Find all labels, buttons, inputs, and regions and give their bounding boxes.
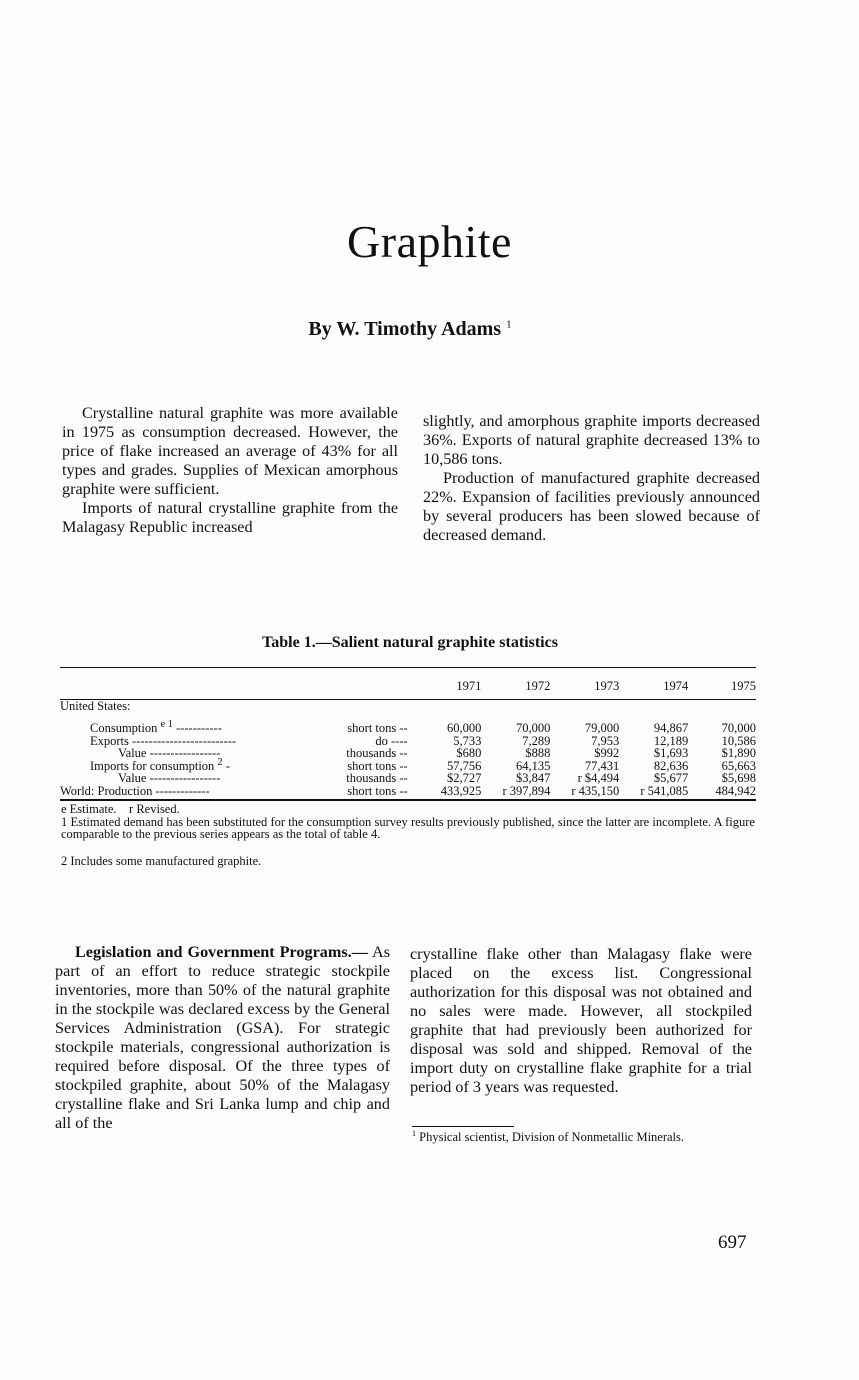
table-cell: r $4,494: [577, 771, 620, 785]
row-unit: short tons --: [347, 758, 408, 773]
section-label-us: United States:: [60, 698, 131, 713]
row-label: Value ----------------- thousands --: [60, 747, 414, 760]
table-cell: 7,953: [591, 733, 620, 748]
row-label-text: Value: [118, 771, 147, 785]
author-footnote-text: Physical scientist, Division of Nonmetallic Minerals.: [419, 1130, 685, 1144]
table-footnote-legend: [61, 803, 180, 815]
intro-paragraph-2-cont: slightly, and amorphous graphite imports decreased 36%. Exports of natural graphite decreased 13% to 10,586 tons.: [423, 412, 760, 468]
row-unit: thousands --: [346, 746, 408, 760]
table-cell: 484,942: [688, 785, 756, 801]
author-name: By W. Timothy Adams: [308, 318, 502, 340]
table-cell: 10,586: [721, 733, 756, 748]
table-cell: $5,698: [721, 771, 756, 785]
author-footnote-number: 1: [412, 1128, 416, 1138]
intro-paragraph-1: Crystalline natural graphite was more available in 1975 as consumption decreased. However, the price of flake increased an average of 43% for all types and grades. Supplies of Mexican amorphous graphite were sufficient.: [62, 404, 398, 498]
row-unit-text: short tons: [347, 721, 397, 735]
year-header: 1972: [481, 668, 550, 700]
table-caption: Table 1.—Salient natural graphite statistics: [262, 634, 558, 651]
table-cell: 65,663: [721, 758, 756, 773]
table-row: [60, 712, 756, 735]
row-label-marks: 2: [217, 756, 223, 768]
legislation-column-left: [55, 943, 390, 1133]
legislation-text-1: As part of an effort to reduce strategic stockpile inventories, more than 50% of the natural graphite in the stockpile was declared excess by the General Services Administration (GSA). For strategic stockpile materials, congressional authorization is required before disposal. Of the three types of stockpiled graphite, about 50% of the Malagasy crystalline flake and Sri Lanka lump and chip and all of the: [55, 943, 390, 1132]
row-label-text: Consumption: [90, 721, 158, 735]
author-byline: [0, 318, 820, 341]
page-number: 697: [718, 1232, 747, 1253]
year-header: 1974: [619, 668, 688, 700]
table-cell: $1,890: [721, 746, 756, 760]
table-cell: 64,135: [515, 758, 551, 773]
intro-column-left: [62, 404, 398, 537]
row-label: Consumption $^{e 1}$ ----------- short tons --: [60, 712, 414, 735]
page-title: Graphite: [347, 216, 512, 267]
legislation-column-right: [410, 945, 752, 1097]
table-footnote-2: 2 Includes some manufactured graphite.: [61, 854, 262, 868]
row-unit: short tons --: [347, 783, 408, 798]
row-label: Exports ------------------------- do ----: [60, 735, 414, 748]
table-cell: 82,636: [653, 758, 689, 773]
table-cell: r 435,150: [550, 785, 619, 801]
statistics-table: [60, 667, 756, 801]
row-unit-text: short tons: [347, 758, 397, 773]
table-cell: 94,867: [653, 721, 689, 735]
table-cell: $888: [525, 746, 551, 760]
year-header: 1975: [688, 668, 756, 700]
row-label: World: Production ------------- short tons --: [60, 785, 414, 801]
footnote-rule: [412, 1126, 514, 1127]
intro-column-right: [423, 412, 760, 545]
row-unit-text: thousands: [346, 746, 397, 760]
row-unit: thousands --: [346, 771, 408, 785]
row-unit: do ----: [375, 733, 408, 748]
table-header-blank: [60, 668, 414, 700]
legislation-paragraph: [55, 943, 390, 1133]
table-row: [60, 772, 756, 785]
footnote-estimate: e Estimate.: [61, 802, 117, 816]
table-section-row: [60, 699, 756, 712]
legislation-text-2: crystalline flake other than Malagasy flake were placed on the excess list. Congressional authorization for this disposal was not obtained and no sales were made. However, all stockpiled graphite that had previously been authorized for disposal was sold and shipped. Removal of the import duty on crystalline flake graphite for a trial period of 3 years was requested.: [410, 945, 752, 1096]
table-cell: 12,189: [653, 733, 689, 748]
row-label-text: Value: [118, 746, 147, 760]
table-cell: 7,289: [522, 733, 551, 748]
year-header: 1971: [414, 668, 482, 700]
table-cell: 60,000: [447, 721, 482, 735]
table-row: [60, 785, 756, 801]
row-label-text: Exports: [90, 733, 129, 748]
row-unit-text: thousands: [346, 771, 397, 785]
row-label-marks: e 1: [160, 718, 173, 730]
table-cell: r 397,894: [481, 785, 550, 801]
table-cell: 77,431: [584, 758, 620, 773]
table-cell: $2,727: [447, 771, 482, 785]
table-cell: 433,925: [414, 785, 482, 801]
table-cell: r 541,085: [619, 785, 688, 801]
row-unit-text: short tons: [347, 783, 397, 798]
table-cell: $5,677: [653, 771, 689, 785]
table-cell: $3,847: [515, 771, 551, 785]
row-label-text: Imports for consumption: [90, 758, 215, 773]
intro-paragraph-3: Production of manufactured graphite decreased 22%. Expansion of facilities previously announced by several producers has been slowed because of decreased demand.: [423, 469, 760, 544]
table-cell: 5,733: [453, 733, 482, 748]
footnote-revised: r Revised.: [129, 802, 180, 816]
row-unit: short tons --: [347, 721, 408, 735]
table-header-row: [60, 668, 756, 700]
row-label: Imports for consumption $^2$ - short tons --: [60, 760, 414, 773]
row-label: Value ----------------- thousands --: [60, 772, 414, 785]
row-unit-text: do: [375, 733, 388, 748]
author-footnote: [412, 1128, 752, 1144]
table-cell: 57,756: [447, 758, 482, 773]
table-cell: 70,000: [515, 721, 551, 735]
table-cell: 79,000: [584, 721, 620, 735]
year-header: 1973: [550, 668, 619, 700]
table-footnote-1: 1 Estimated demand has been substituted for the consumption survey results previously published, since the latter are incomplete. A figure comparable to the previous series appears as the total of table 4.: [61, 815, 755, 841]
intro-paragraph-2: Imports of natural crystalline graphite from the Malagasy Republic increased: [62, 499, 398, 536]
author-footnote-mark: 1: [506, 318, 512, 331]
table-cell: $992: [594, 746, 620, 760]
table-cell: $1,693: [653, 746, 689, 760]
table-cell: $680: [456, 746, 482, 760]
section-heading-legislation: Legislation and Government Programs.—: [75, 943, 368, 961]
row-label-text: World: Production: [60, 783, 153, 798]
table-cell: 70,000: [721, 721, 756, 735]
